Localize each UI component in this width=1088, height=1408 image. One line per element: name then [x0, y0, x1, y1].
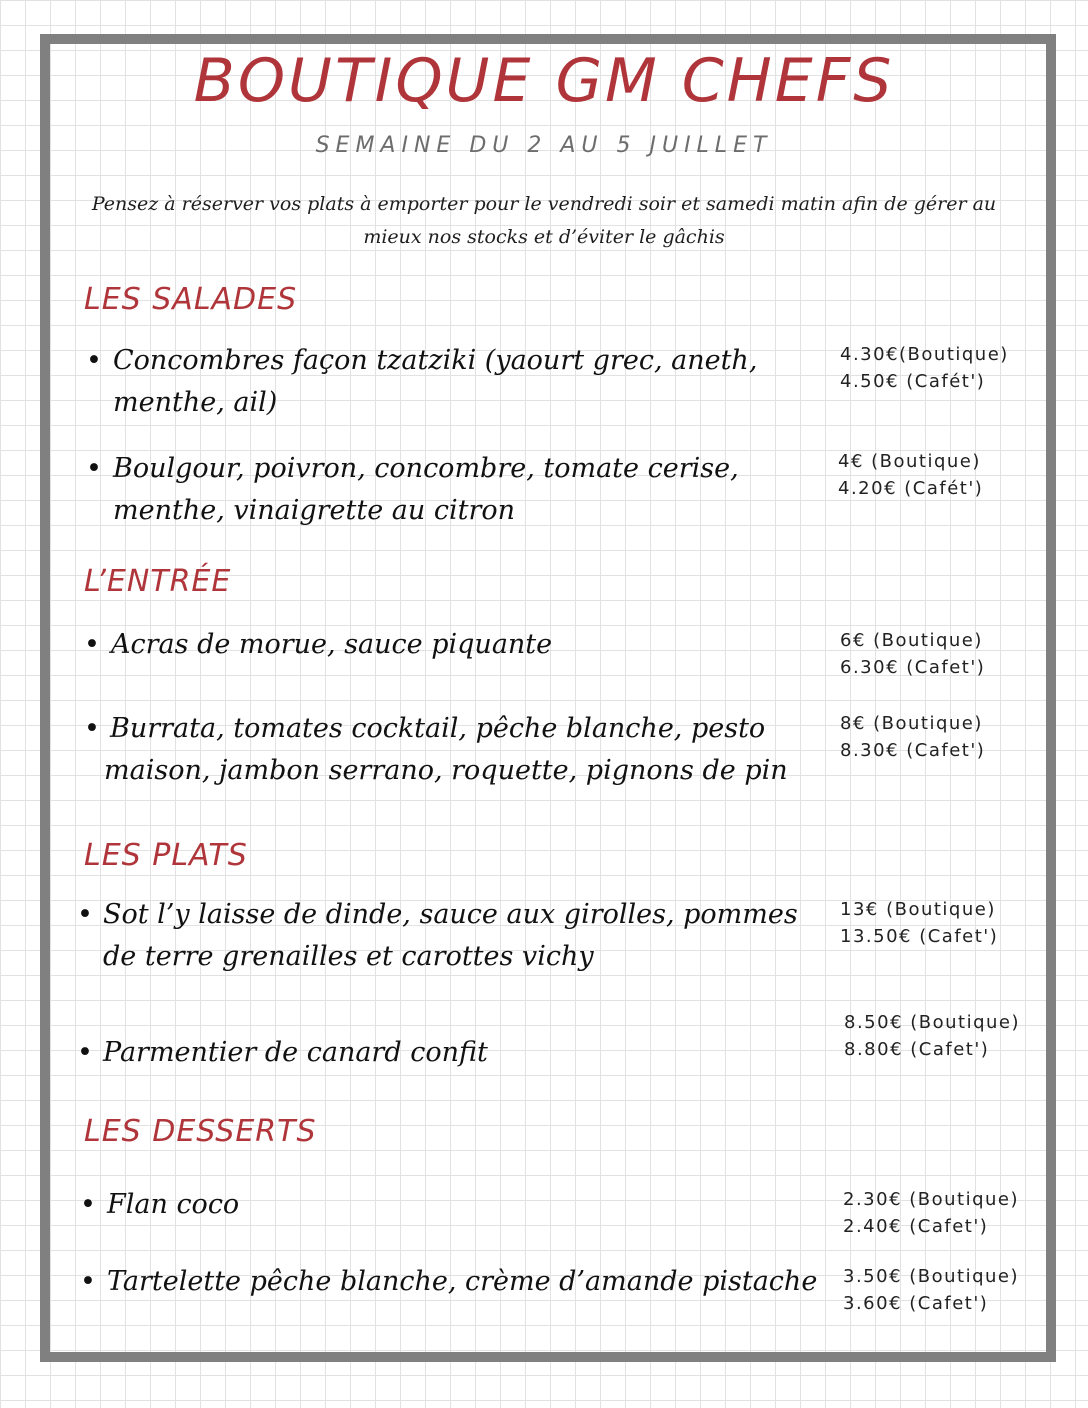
price-cafet: 8.30€ (Cafet')	[840, 740, 986, 761]
menu-item	[77, 1032, 823, 1074]
bullet-icon: •	[77, 899, 93, 930]
price-cafet: 13.50€ (Cafet')	[840, 926, 999, 947]
menu-item	[80, 1261, 837, 1303]
price-cafet: 8.80€ (Cafet')	[844, 1039, 990, 1060]
menu-item-name: Tartelette pêche blanche, crème d’amande pistache	[107, 1266, 818, 1297]
section-title-plats: LES PLATS	[84, 838, 248, 873]
section-title-salades: LES SALADES	[84, 282, 298, 317]
menu-item-prices	[840, 710, 985, 764]
bullet-icon: •	[84, 713, 100, 744]
price-boutique: 4.30€(Boutique)	[840, 344, 1009, 365]
menu-item	[86, 340, 833, 424]
menu-item-name: Concombres façon tzatziki (yaourt grec, aneth, menthe, ail)	[113, 345, 758, 418]
menu-item-name: Boulgour, poivron, concombre, tomate cerise, menthe, vinaigrette au citron	[113, 453, 739, 526]
price-cafet: 4.50€ (Cafét')	[840, 371, 986, 392]
menu-item-prices	[844, 1009, 1020, 1063]
bullet-icon: •	[84, 629, 100, 660]
price-cafet: 2.40€ (Cafet')	[843, 1216, 989, 1237]
menu-item-prices	[843, 1263, 1019, 1317]
bullet-icon: •	[80, 1189, 96, 1220]
price-boutique: 3.50€ (Boutique)	[843, 1266, 1020, 1287]
menu-item	[77, 894, 823, 978]
menu-item	[86, 448, 833, 532]
price-boutique: 6€ (Boutique)	[840, 630, 983, 651]
menu-item-prices	[838, 448, 983, 502]
price-cafet: 4.20€ (Cafét')	[838, 478, 984, 499]
menu-item-name: Flan coco	[107, 1189, 240, 1220]
price-boutique: 2.30€ (Boutique)	[843, 1189, 1020, 1210]
bullet-icon: •	[77, 1037, 93, 1068]
reservation-note: Pensez à réserver vos plats à emporter pour le vendredi soir et samedi matin afin de gérer au mieux nos stocks et d’éviter le gâchis	[91, 193, 997, 248]
page-title: BOUTIQUE GM CHEFS	[193, 46, 895, 116]
bullet-icon: •	[86, 345, 102, 376]
menu-item-name: Acras de morue, sauce piquante	[111, 629, 553, 660]
menu-item	[84, 624, 831, 666]
price-boutique: 8.50€ (Boutique)	[844, 1012, 1021, 1033]
section-title-entree: L’ENTRÉE	[84, 564, 232, 599]
menu-item	[84, 708, 824, 792]
price-cafet: 3.60€ (Cafet')	[843, 1293, 989, 1314]
week-subtitle: SEMAINE DU 2 AU 5 JUILLET	[315, 133, 773, 158]
menu-item-prices	[843, 1186, 1019, 1240]
menu-item-prices	[840, 896, 998, 950]
price-boutique: 13€ (Boutique)	[840, 899, 996, 920]
bullet-icon: •	[86, 453, 102, 484]
menu-item-name: Sot l’y laisse de dinde, sauce aux girolles, pommes de terre grenailles et carottes vichy	[103, 899, 798, 972]
price-boutique: 4€ (Boutique)	[838, 451, 981, 472]
section-title-desserts: LES DESSERTS	[84, 1114, 317, 1149]
menu-item-prices	[840, 627, 985, 681]
price-cafet: 6.30€ (Cafet')	[840, 657, 986, 678]
price-boutique: 8€ (Boutique)	[840, 713, 983, 734]
menu-item-prices	[840, 341, 1009, 395]
bullet-icon: •	[80, 1266, 96, 1297]
menu-item-name: Burrata, tomates cocktail, pêche blanche, pesto maison, jambon serrano, roquette, pignons de pin	[104, 713, 788, 786]
menu-item	[80, 1184, 827, 1226]
menu-item-name: Parmentier de canard confit	[103, 1037, 488, 1068]
